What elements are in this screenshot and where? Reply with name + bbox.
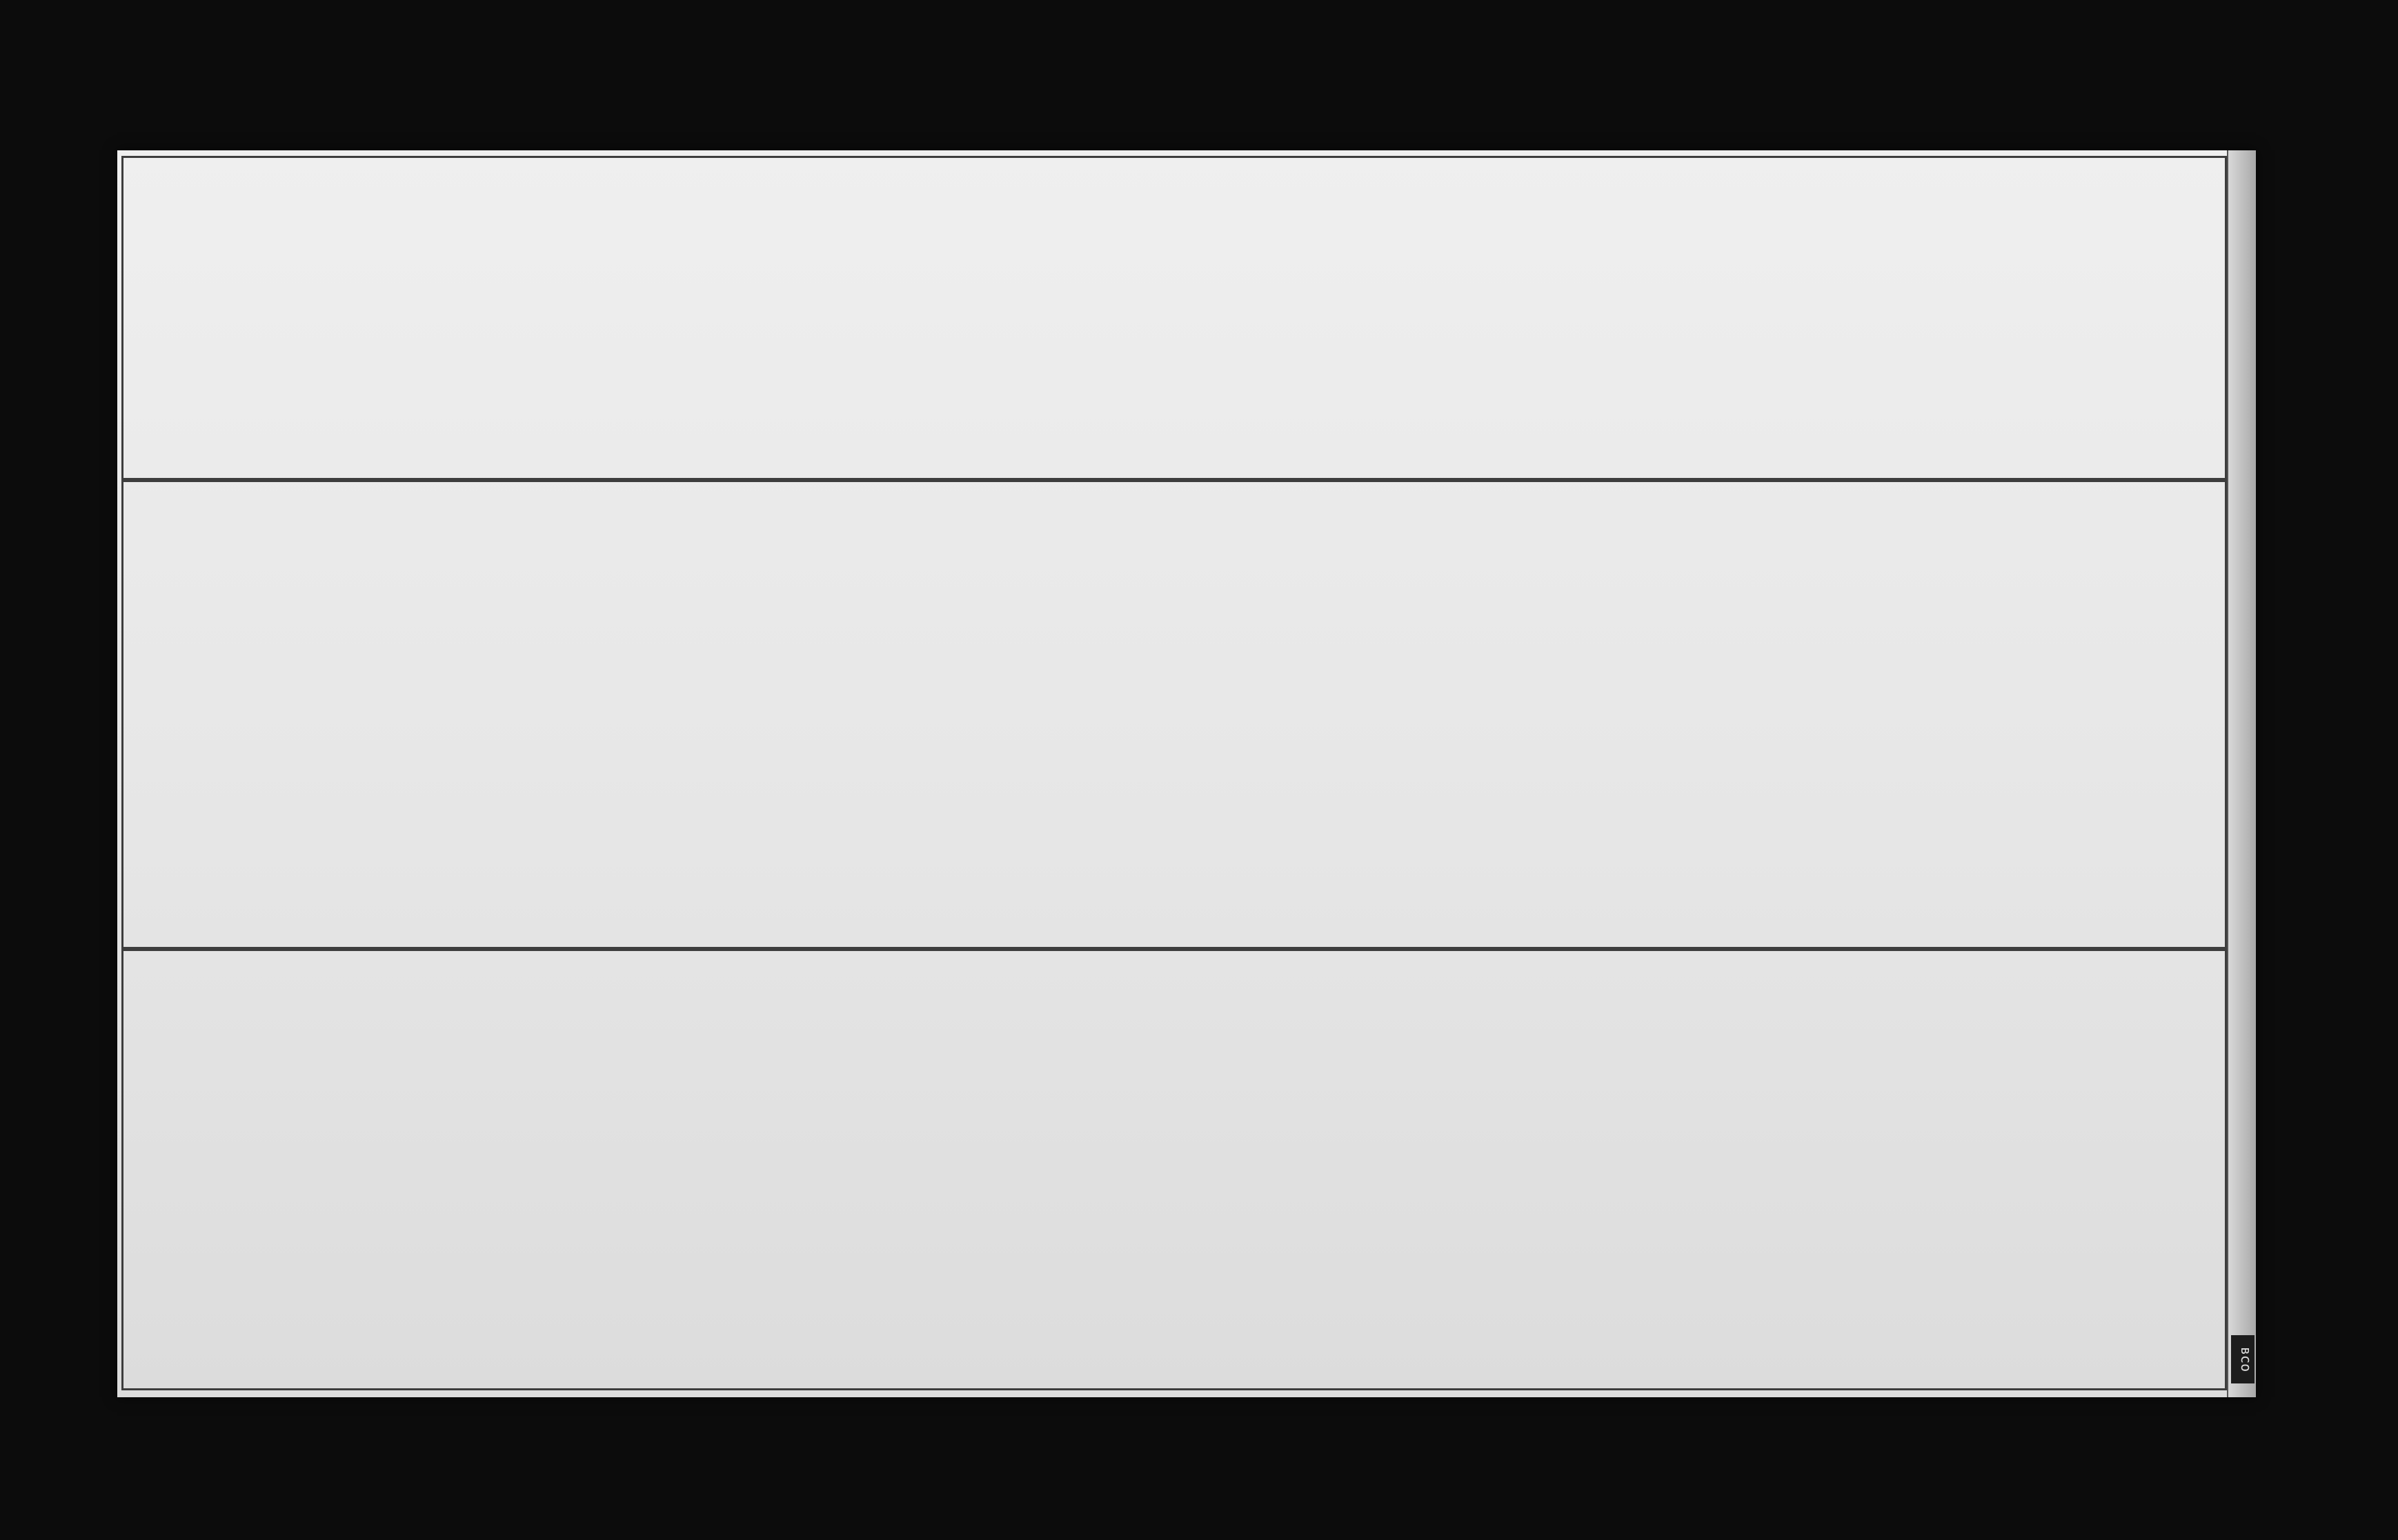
census-card	[117, 150, 2256, 1397]
page-edge	[2227, 150, 2256, 1397]
crops-table	[121, 156, 2227, 480]
middle-section	[121, 480, 2227, 949]
arenda-sdacha-table	[121, 949, 2227, 1390]
archive-stamp: всо	[2231, 1335, 2255, 1383]
